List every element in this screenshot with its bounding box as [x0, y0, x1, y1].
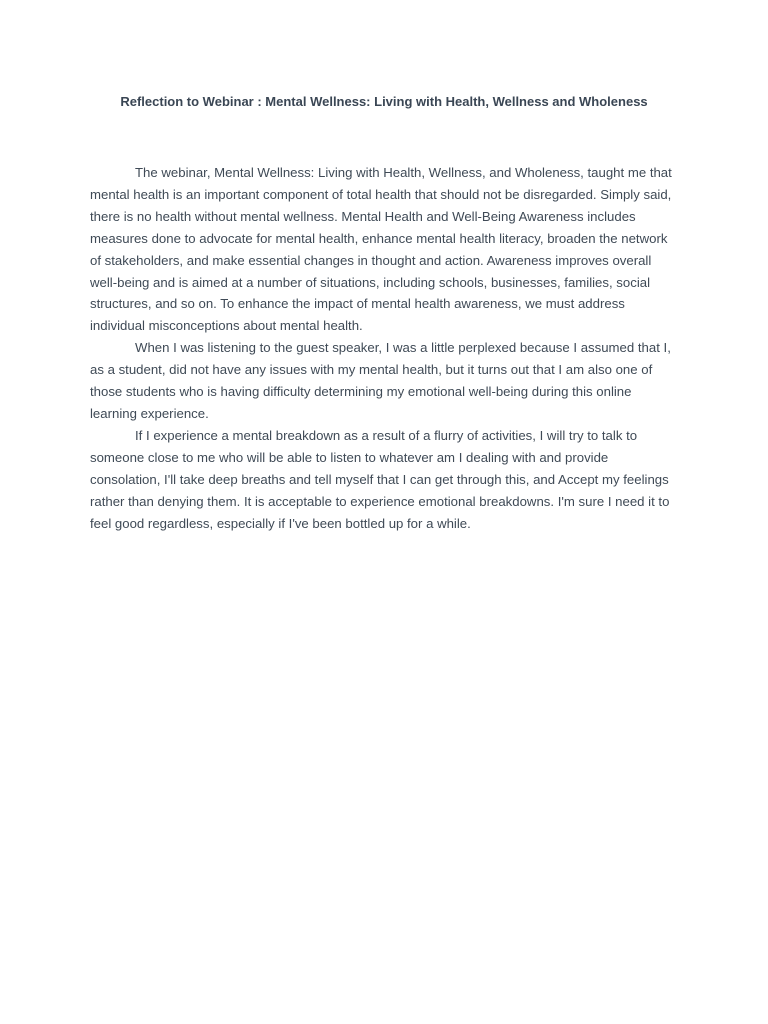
document-body	[90, 162, 680, 534]
paragraph-2: When I was listening to the guest speaker, I was a little perplexed because I assumed that I, as a student, did not have any issues with my mental health, but it turns out that I am also one of those students who is having difficulty determining my emotional well-being during this online learning experience.	[90, 340, 671, 421]
paragraph-3: If I experience a mental breakdown as a result of a flurry of activities, I will try to talk to someone close to me who will be able to listen to whatever am I dealing with and provide consolation, I'll take deep breaths and tell myself that I can get through this, and Accept my feelings rather than denying them. It is acceptable to experience emotional breakdowns. I'm sure I need it to feel good regardless, especially if I've been bottled up for a while.	[90, 427, 670, 531]
document-title: Reflection to Webinar : Mental Wellness: Living with Health, Wellness and Wholeness	[120, 94, 648, 109]
paragraph-1: The webinar, Mental Wellness: Living with Health, Wellness, and Wholeness, taught me that mental health is an important component of total health that should not be disregarded. Simply said, there is no health without mental wellness. Mental Health and Well-Being Awareness includes measures done to advocate for mental health, enhance mental health literacy, broaden the network of stakeholders, and make essential changes in thought and action. Awareness improves overall well-being and is aimed at a number of situations, including schools, businesses, families, social structures, and so on. To enhance the impact of mental health awareness, we must address individual misconceptions about mental health.	[90, 165, 672, 334]
